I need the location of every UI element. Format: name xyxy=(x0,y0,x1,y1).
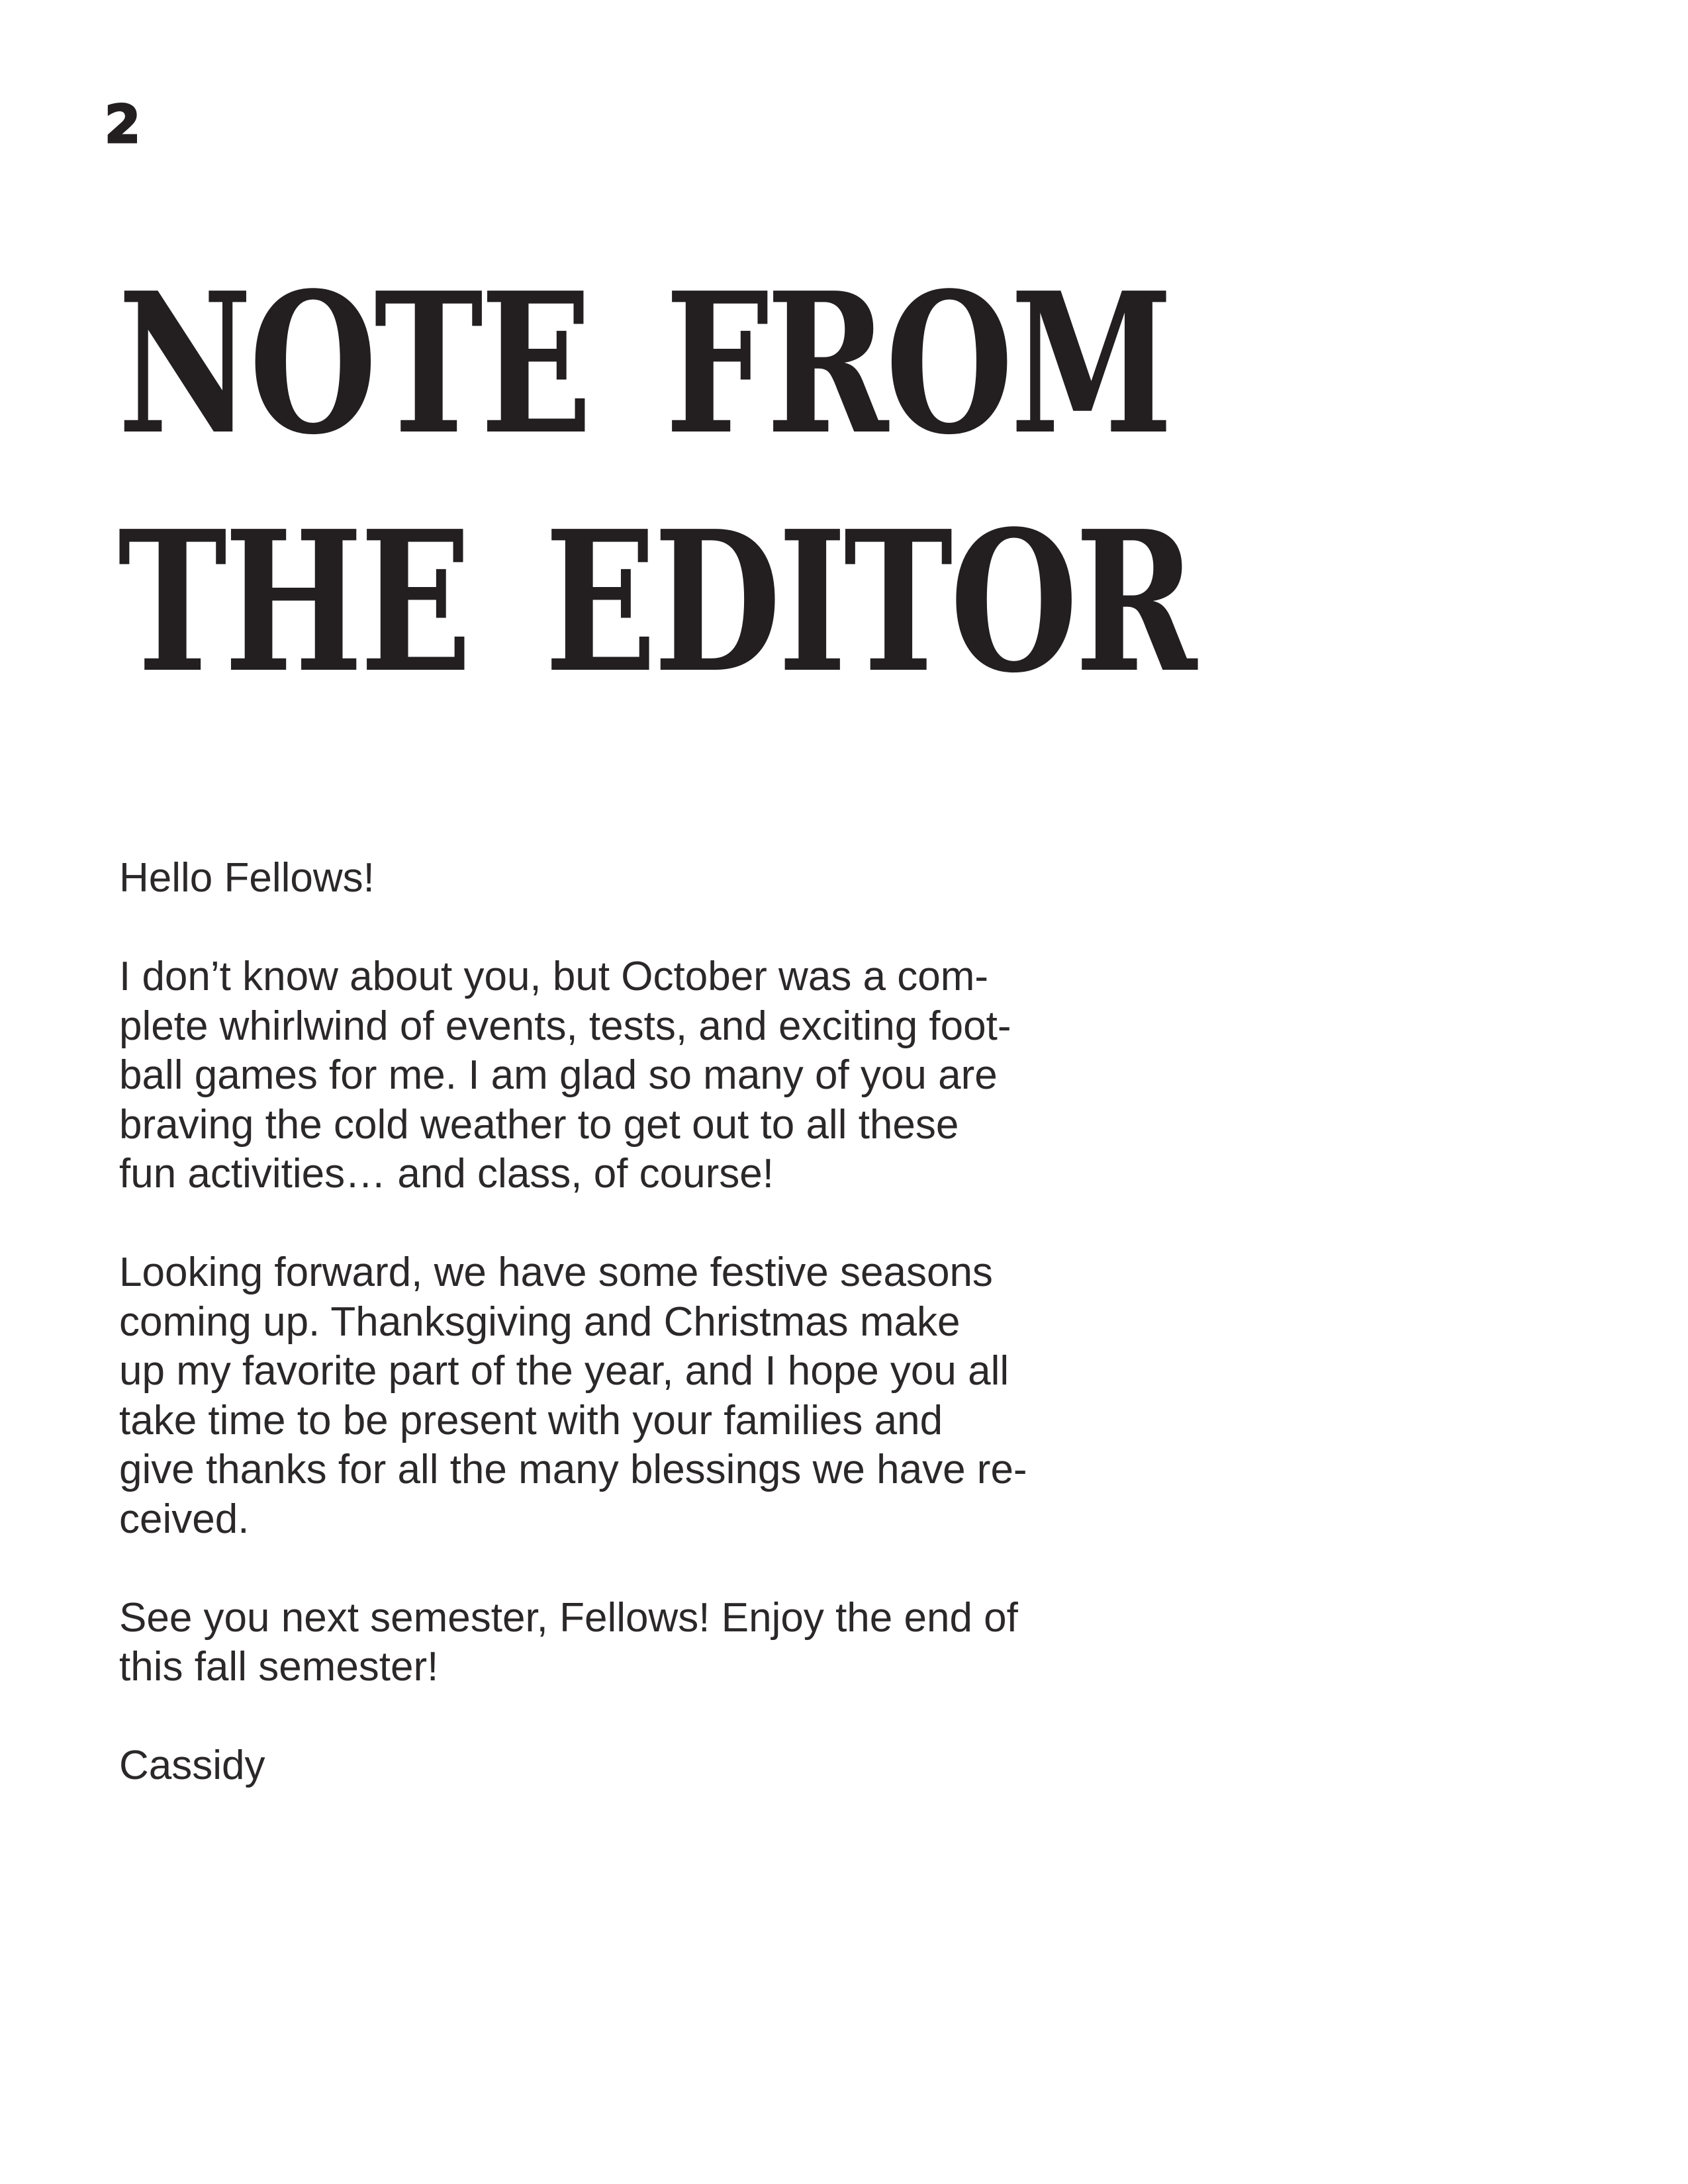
paragraph-2 xyxy=(119,1248,1152,1544)
paragraph-2-line: Looking forward, we have some festive seasons xyxy=(119,1250,993,1295)
title-line-2: THE EDITOR xyxy=(118,488,1194,715)
page-title xyxy=(118,245,1194,721)
paragraph-3 xyxy=(119,1594,1152,1692)
paragraph-2-line: coming up. Thanksgiving and Christmas make xyxy=(119,1298,961,1345)
paragraph-3-line: this fall semester! xyxy=(119,1644,439,1690)
page-number: 2 xyxy=(105,95,141,155)
paragraph-1-line: I don’t know about you, but October was a com- xyxy=(119,954,989,999)
signature: Cassidy xyxy=(119,1743,265,1788)
paragraph-1-line: plete whirlwind of events, tests, and exciting foot- xyxy=(119,1003,1011,1049)
greeting: Hello Fellows! xyxy=(119,855,375,901)
paragraph-2-line: ceived. xyxy=(119,1496,250,1542)
paragraph-1-line: ball games for me. I am glad so many of you are xyxy=(119,1052,998,1098)
paragraph-1-line: fun activities… and class, of course! xyxy=(119,1151,774,1197)
paragraph-2-line: give thanks for all the many blessings we have re- xyxy=(119,1447,1027,1492)
paragraph-1 xyxy=(119,952,1152,1199)
paragraph-2-line: up my favorite part of the year, and I hope you all xyxy=(119,1348,1009,1394)
paragraph-1-line: braving the cold weather to get out to all these xyxy=(119,1101,959,1148)
paragraph-2-line: take time to be present with your families and xyxy=(119,1397,943,1443)
letter-body xyxy=(119,854,1152,1840)
title-line-1: NOTE FROM xyxy=(118,250,1170,477)
paragraph-3-line: See you next semester, Fellows! Enjoy the end of xyxy=(119,1594,1018,1641)
